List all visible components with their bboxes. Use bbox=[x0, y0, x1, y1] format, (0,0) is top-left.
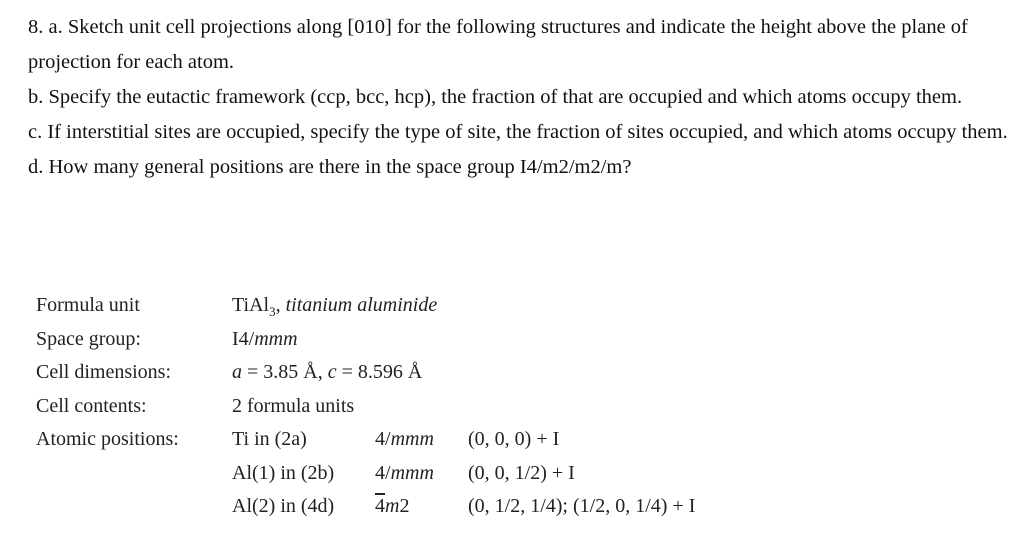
atom-position: (0, 0, 0) + I bbox=[468, 428, 560, 450]
formula-subscript: 3 bbox=[269, 304, 276, 319]
atom-site: Al(1) in (2b) bbox=[232, 461, 335, 484]
space-group-mmm: mmm bbox=[254, 327, 298, 350]
formula-label: Formula unit bbox=[36, 294, 140, 316]
space-group-value bbox=[232, 328, 298, 351]
formula-prefix: TiAl bbox=[232, 294, 270, 316]
site-symmetry-mmm: mmm bbox=[390, 428, 434, 450]
cell-contents-label: Cell contents: bbox=[36, 394, 147, 417]
site-symmetry-mmm: mmm bbox=[390, 461, 434, 484]
atomic-positions-label: Atomic positions: bbox=[36, 428, 179, 450]
c-symbol: c bbox=[327, 361, 337, 383]
site-symmetry-prefix: 4/ bbox=[375, 428, 391, 450]
space-group-prefix: I4/ bbox=[232, 327, 255, 350]
site-symmetry bbox=[375, 428, 434, 451]
space-group-label: Space group: bbox=[36, 327, 141, 350]
a-symbol: a bbox=[232, 361, 242, 383]
atom-position: (0, 0, 1/2) + I bbox=[468, 461, 575, 484]
question-b: b. Specify the eutactic framework (ccp, bcc, hcp), the fraction of that are occupied and which atoms occupy them. bbox=[28, 86, 963, 108]
site-symmetry-prefix: 4/ bbox=[375, 461, 391, 484]
a-value: = 3.85 Å, bbox=[242, 361, 328, 383]
question-a: 8. a. Sketch unit cell projections along [010] for the following structures and indicate the height above the plane of projection for each atom. bbox=[28, 16, 968, 73]
formula-name: titanium aluminide bbox=[285, 294, 438, 316]
site-symmetry bbox=[375, 462, 434, 485]
formula-value bbox=[232, 294, 437, 320]
cell-dimensions-value bbox=[232, 361, 422, 384]
site-symmetry-m: m bbox=[385, 495, 400, 517]
question-c: c. If interstitial sites are occupied, specify the type of site, the fraction of sites occupied, and which atoms occupy them. bbox=[28, 121, 1008, 143]
site-symmetry-suffix: 2 bbox=[399, 495, 410, 517]
cell-dimensions-label: Cell dimensions: bbox=[36, 361, 171, 383]
atom-site: Al(2) in (4d) bbox=[232, 495, 335, 517]
formula-separator: , bbox=[275, 294, 286, 316]
site-symmetry-bar4: 4 bbox=[375, 495, 385, 517]
atom-position: (0, 1/2, 1/4); (1/2, 0, 1/4) + I bbox=[468, 495, 696, 517]
question-d: d. How many general positions are there in the space group I4/m2/m2/m? bbox=[28, 156, 632, 178]
question-text bbox=[28, 10, 1008, 185]
c-value: = 8.596 Å bbox=[336, 361, 423, 383]
cell-contents-value: 2 formula units bbox=[232, 394, 355, 417]
site-symmetry bbox=[375, 495, 409, 518]
atom-site: Ti in (2a) bbox=[232, 428, 307, 450]
